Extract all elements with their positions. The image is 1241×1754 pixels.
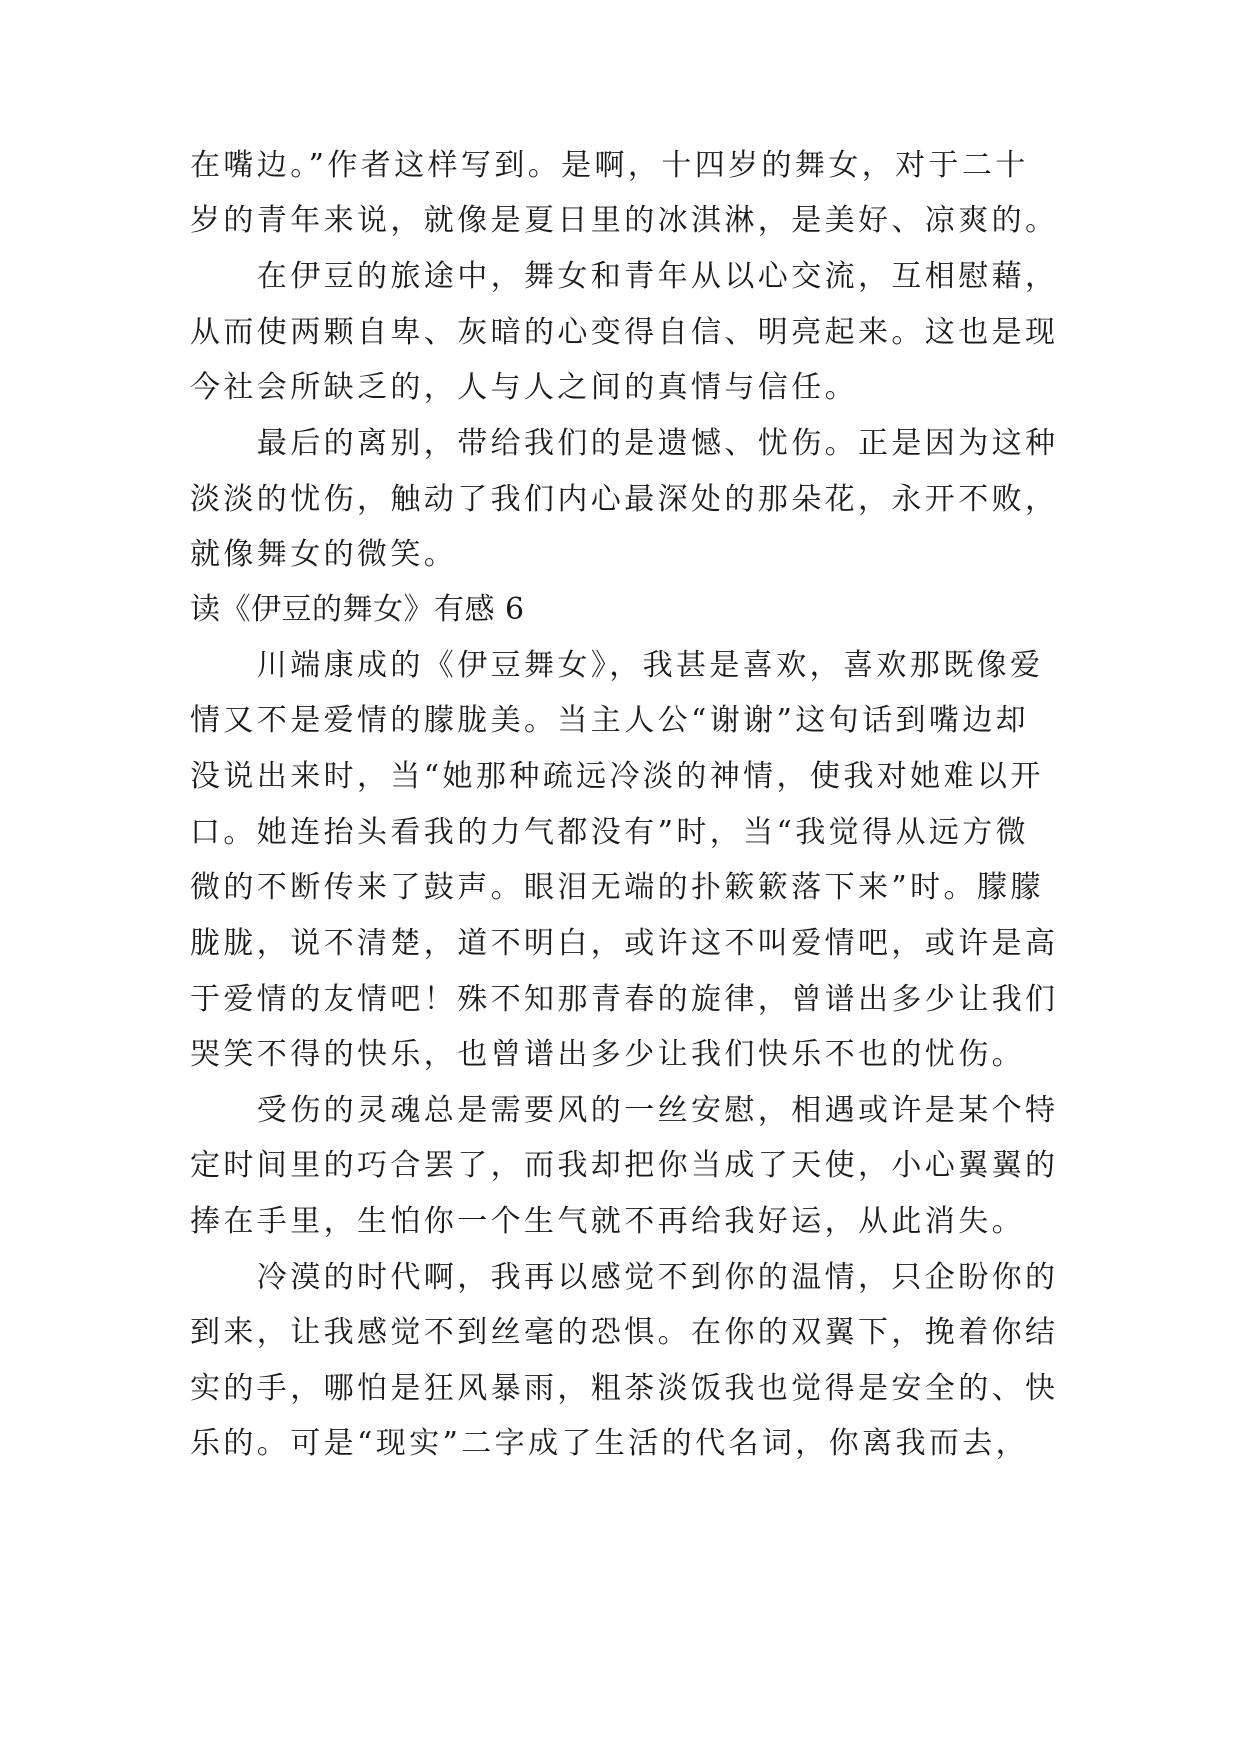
text-line: 就像舞女的微笑。 [190, 537, 458, 572]
text-line: 在嘴边。”作者这样写到。是啊，十四岁的舞女，对于二十 [190, 148, 1029, 183]
text-line: 没说出来时，当“她那种疏远冷淡的神情，使我对她难以开 [190, 759, 1044, 794]
text-line: 口。她连抬头看我的力气都没有”时，当“我觉得从远方微 [190, 815, 1030, 850]
text-line: 今社会所缺乏的，人与人之间的真情与信任。 [190, 370, 858, 405]
text-line: 乐的。可是“现实”二字成了生活的代名词，你离我而去， [190, 1426, 1030, 1461]
text-line: 最后的离别，带给我们的是遗憾、忧伤。正是因为这种 [190, 426, 1059, 461]
text-line: 微的不断传来了鼓声。眼泪无端的扑簌簌落下来”时。朦朦 [190, 870, 1044, 905]
text-line: 到来，让我感觉不到丝毫的恐惧。在你的双翼下，挽着你结 [190, 1315, 1059, 1350]
text-line: 情又不是爱情的朦胧美。当主人公“谢谢”这句话到嘴边却 [190, 703, 1030, 738]
section-heading: 读《伊豆的舞女》有感 6 [190, 592, 525, 627]
text-line: 于爱情的友情吧！殊不知那青春的旋律，曾谱出多少让我们 [190, 982, 1059, 1017]
text-line: 岁的青年来说，就像是夏日里的冰淇淋，是美好、凉爽的。 [190, 203, 1059, 238]
text-line: 淡淡的忧伤，触动了我们内心最深处的那朵花，永开不败， [190, 482, 1059, 517]
text-line: 从而使两颗自卑、灰暗的心变得自信、明亮起来。这也是现 [190, 315, 1059, 350]
text-line: 实的手，哪怕是狂风暴雨，粗茶淡饭我也觉得是安全的、快 [190, 1371, 1059, 1406]
text-line: 胧胧，说不清楚，道不明白，或许这不叫爱情吧，或许是高 [190, 926, 1059, 961]
text-line: 定时间里的巧合罢了，而我却把你当成了天使，小心翼翼的 [190, 1148, 1059, 1183]
text-line: 受伤的灵魂总是需要风的一丝安慰，相遇或许是某个特 [190, 1093, 1059, 1128]
text-line: 在伊豆的旅途中，舞女和青年从以心交流，互相慰藉， [190, 259, 1059, 294]
text-line: 哭笑不得的快乐，也曾谱出多少让我们快乐不也的忧伤。 [190, 1037, 1025, 1072]
text-line: 冷漠的时代啊，我再以感觉不到你的温情，只企盼你的 [190, 1260, 1059, 1295]
text-line: 川端康成的《伊豆舞女》，我甚是喜欢，喜欢那既像爱 [190, 648, 1044, 683]
text-line: 捧在手里，生怕你一个生气就不再给我好运，从此消失。 [190, 1204, 1025, 1239]
